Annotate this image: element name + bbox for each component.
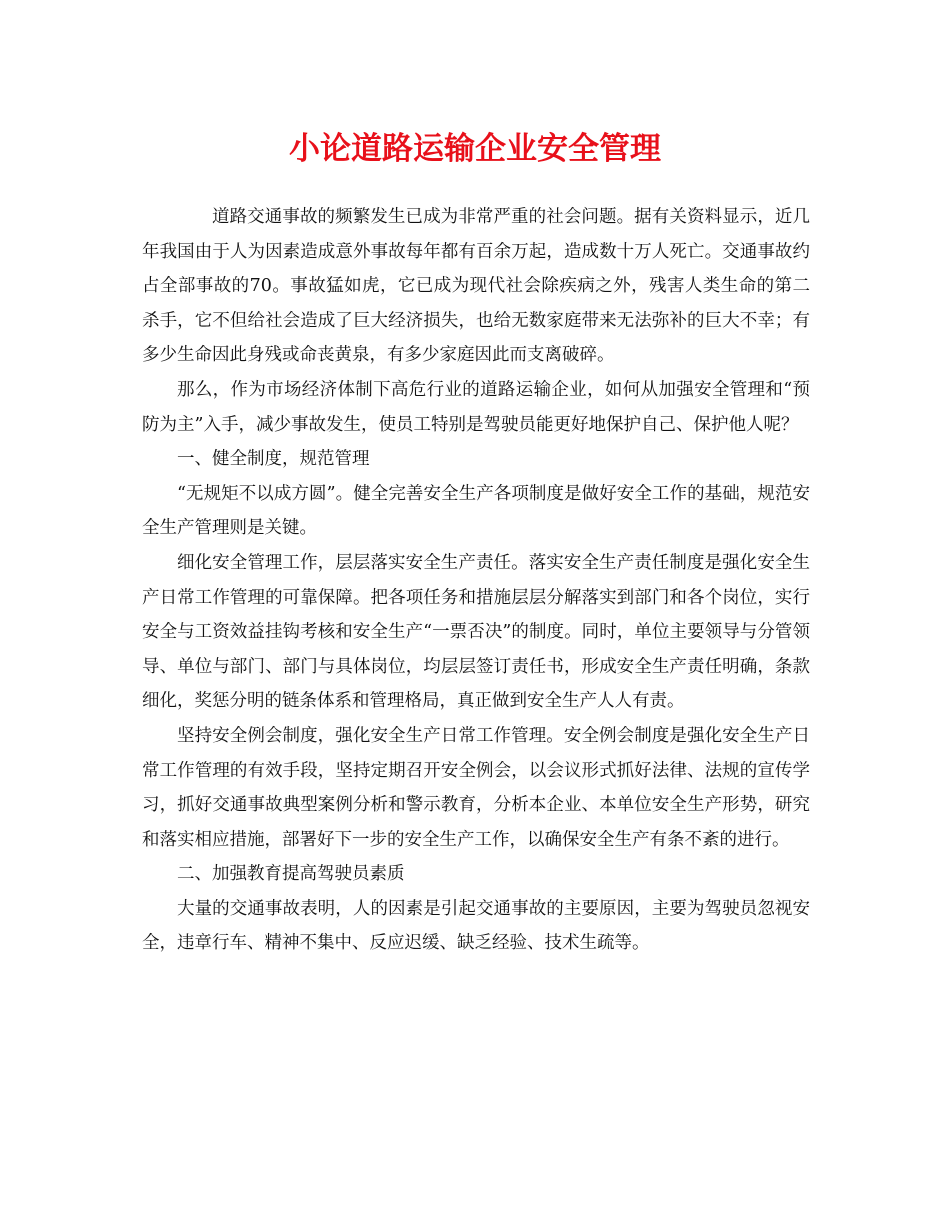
paragraph-driver-factors: 大量的交通事故表明，人的因素是引起交通事故的主要原因，主要为驾驶员忽视安全，违章行车、精神不集中、反应迟缓、缺乏经验、技术生疏等。 — [142, 898, 810, 954]
section-heading-2: 二、加强教育提高驾驶员素质 — [177, 864, 405, 885]
paragraph-responsibility: 细化安全管理工作，层层落实安全生产责任。落实安全生产责任制度是强化安全生产日常工作管理的可靠保障。把各项任务和措施层层分解落实到部门和各个岗位，实行安全与工资效益挂钩考核和安全生产“一票否决”的制度。同时，单位主要领导与分管领导、单位与部门、部门与具体岗位，均层层签订责任书，形成安全生产责任明确，条款细化，奖惩分明的链条体系和管理格局，真正做到安全生产人人有责。 — [142, 552, 810, 712]
document-title: 小论道路运输企业安全管理 — [289, 131, 661, 167]
paragraph-safety-meeting: 坚持安全例会制度，强化安全生产日常工作管理。安全例会制度是强化安全生产日常工作管理的有效手段，坚持定期召开安全例会，以会议形式抓好法律、法规的宣传学习，抓好交通事故典型案例分析和警示教育，分析本企业、本单位安全生产形势，研究和落实相应措施，部署好下一步的安全生产工作，以确保安全生产有条不紊的进行。 — [142, 725, 810, 850]
section-heading-1: 一、健全制度，规范管理 — [177, 449, 370, 470]
document-body — [142, 200, 810, 961]
paragraph-intro: 道路交通事故的频繁发生已成为非常严重的社会问题。据有关资料显示，近几年我国由于人为因素造成意外事故每年都有百余万起，造成数十万人死亡。交通事故约占全部事故的70。事故猛如虎，它已成为现代社会除疾病之外，残害人类生命的第二杀手，它不但给社会造成了巨大经济损失，也给无数家庭带来无法弥补的巨大不幸；有多少生命因此身残或命丧黄泉，有多少家庭因此而支离破碎。 — [142, 207, 810, 366]
paragraph-rules-quote: “无规矩不以成方圆”。健全完善安全生产各项制度是做好安全工作的基础，规范安全生产管理则是关键。 — [142, 483, 810, 539]
paragraph-question: 那么，作为市场经济体制下高危行业的道路运输企业，如何从加强安全管理和“预防为主”入手，减少事故发生，使员工特别是驾驶员能更好地保护自己、保护他人呢？ — [142, 379, 810, 435]
